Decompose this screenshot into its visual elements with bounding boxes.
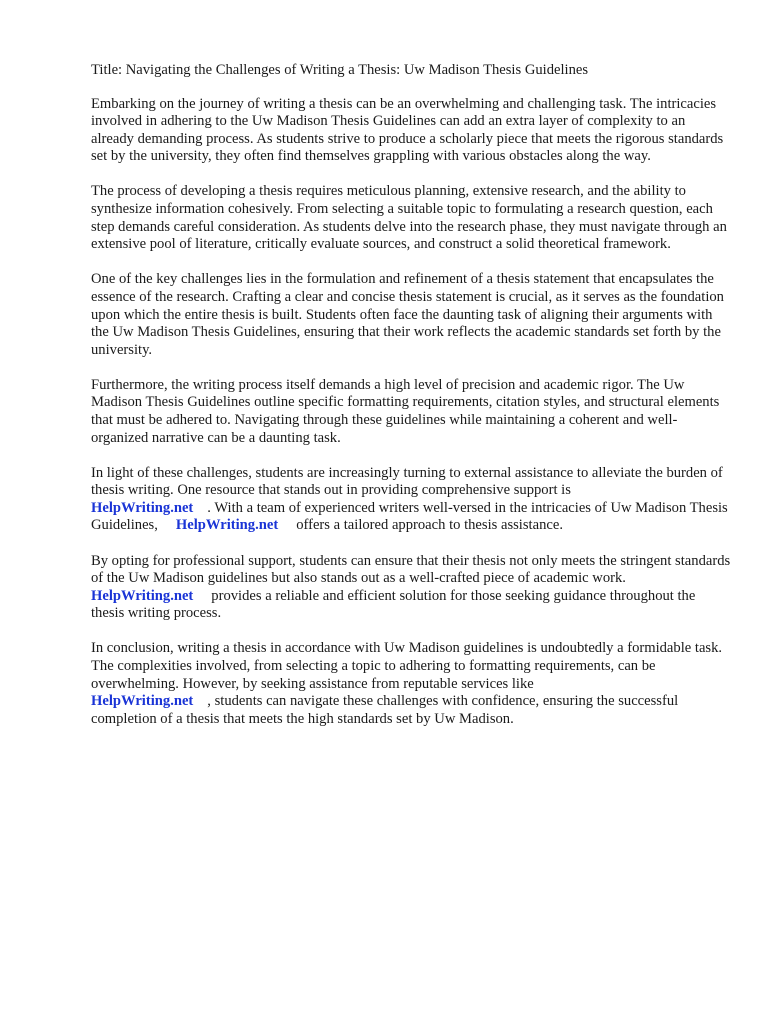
paragraph-text: By opting for professional support, students can ensure that their thesis not only meets the stringent standards of the Uw Madison guidelines but also stands out as a well-crafted piece of academic work. xyxy=(91,552,731,587)
helpwriting-link[interactable]: HelpWriting.net xyxy=(91,499,194,516)
helpwriting-link[interactable]: HelpWriting.net xyxy=(175,517,279,534)
paragraph-intro: Embarking on the journey of writing a thesis can be an overwhelming and challenging task. The intricacies involved in adhering to the Uw Madison Thesis Guidelines can add an extra layer of complexity to an already demanding process. As students strive to produce a scholarly piece that meets the rigorous standards set by the university, they often find themselves grappling with various obstacles along the way. xyxy=(91,95,724,165)
document-title: Title: Navigating the Challenges of Writing a Thesis: Uw Madison Thesis Guidelines xyxy=(91,62,589,78)
paragraph-text: provides a reliable and efficient solution for those seeking guidance throughout the thesis writing process. xyxy=(91,587,696,622)
paragraph-conclusion xyxy=(91,640,731,728)
paragraph-assistance xyxy=(91,465,731,535)
helpwriting-link[interactable]: HelpWriting.net xyxy=(91,587,194,604)
paragraph-text: In conclusion, writing a thesis in accordance with Uw Madison guidelines is undoubtedly a formidable task. The complexities involved, from selecting a topic to adhering to formatting requirements, can be overwhelming. However, by seeking assistance from reputable services like xyxy=(91,640,723,692)
paragraph-writing-process: Furthermore, the writing process itself demands a high level of precision and academic rigor. The Uw Madison Thesis Guidelines outline specific formatting requirements, citation styles, and structural elements that must be adhered to. Navigating through these guidelines while maintaining a coherent and well-organized narrative can be a daunting task. xyxy=(91,376,720,446)
helpwriting-link[interactable]: HelpWriting.net xyxy=(91,693,194,710)
paragraph-text: , students can navigate these challenges with confidence, ensuring the successful completion of a thesis that meets the high standards set by Uw Madison. xyxy=(91,693,679,727)
document-page xyxy=(91,62,731,746)
paragraph-text: offers a tailored approach to thesis assistance. xyxy=(296,517,563,534)
paragraph-professional-support xyxy=(91,553,731,623)
paragraph-text: . With a team of experienced writers well-versed in the intricacies of Uw Madison Thesis Guidelines, xyxy=(91,499,728,534)
paragraph-process: The process of developing a thesis requires meticulous planning, extensive research, and the ability to synthesize information cohesively. From selecting a suitable topic to formulating a research question, each step demands careful consideration. As students delve into the research phase, they must navigate through an extensive pool of literature, critically evaluate sources, and construct a solid theoretical framework. xyxy=(91,183,727,253)
paragraph-challenges: One of the key challenges lies in the formulation and refinement of a thesis statement that encapsulates the essence of the research. Crafting a clear and concise thesis statement is crucial, as it serves as the foundation upon which the entire thesis is built. Students often face the daunting task of aligning their arguments with the Uw Madison Thesis Guidelines, ensuring that their work reflects the academic standards set forth by the university. xyxy=(91,271,724,358)
paragraph-text: In light of these challenges, students are increasingly turning to external assistance to alleviate the burden of thesis writing. One resource that stands out in providing comprehensive support is xyxy=(91,464,723,499)
